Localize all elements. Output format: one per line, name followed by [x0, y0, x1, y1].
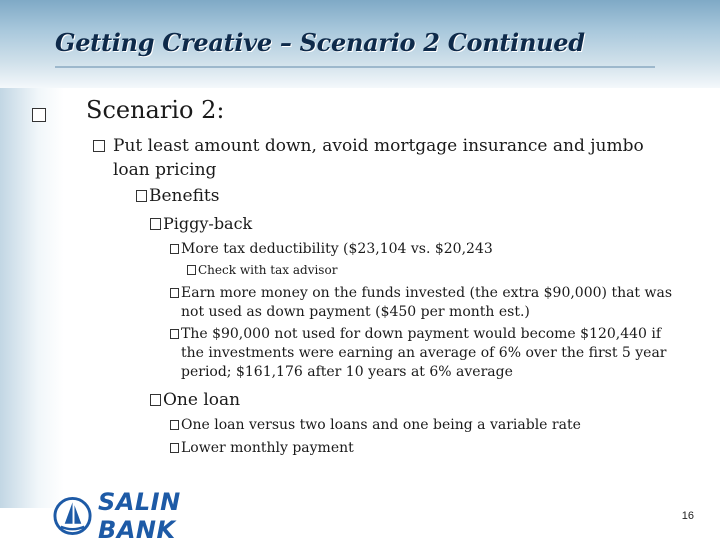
oneloan-heading — [150, 390, 240, 410]
list-item-continuation: not used as down payment ($450 per month est.) — [181, 304, 530, 320]
bullet-box-icon — [170, 420, 179, 430]
page-number: 16 — [681, 510, 694, 522]
piggyback-label: Piggy-back — [163, 214, 253, 233]
list-item-text: One loan versus two loans and one being a variable rate — [181, 417, 581, 433]
list-item-text: Earn more money on the funds invested (the extra $90,000) that was — [181, 285, 673, 301]
list-item — [170, 416, 680, 435]
bullet-box-icon — [187, 265, 196, 275]
sailboat-icon — [53, 496, 92, 536]
benefits-label: Benefits — [149, 186, 220, 206]
list-item — [170, 325, 680, 382]
bullet-box-icon — [170, 244, 179, 254]
list-item-continuation: period; $161,176 after 10 years at 6% average — [181, 364, 513, 380]
oneloan-label: One loan — [163, 390, 241, 410]
sub-list-item — [187, 263, 337, 277]
list-item-continuation: the investments were earning an average of 6% over the first 5 year — [181, 345, 667, 361]
sub-list-item-text: Check with tax advisor — [198, 263, 338, 277]
bullet-box-icon — [170, 329, 179, 339]
slide-title: Getting Creative – Scenario 2 Continued — [55, 28, 585, 57]
list-item — [170, 439, 680, 458]
bullet-box-icon — [93, 140, 105, 152]
bullet-box-icon — [150, 394, 161, 406]
list-item — [170, 284, 680, 322]
logo-text: SALIN BANK — [98, 488, 181, 544]
bullet-box-icon — [150, 218, 161, 230]
list-item-text: More tax deductibility ($23,104 vs. $20,243 — [181, 241, 493, 257]
title-divider — [55, 66, 655, 68]
benefits-heading — [136, 186, 219, 206]
scenario-heading: Scenario 2: — [86, 96, 225, 124]
scenario-description: Put least amount down, avoid mortgage insurance and jumbo loan pricing — [113, 136, 644, 180]
list-item — [170, 240, 680, 259]
bullet-box-icon — [32, 108, 46, 122]
piggyback-heading — [150, 214, 252, 233]
list-item-text: Lower monthly payment — [181, 440, 354, 456]
salin-bank-logo — [53, 488, 263, 544]
bullet-box-icon — [170, 443, 179, 453]
list-item-text: The $90,000 not used for down payment would become $120,440 if — [181, 326, 662, 342]
bullet-box-icon — [170, 288, 179, 298]
background-water — [0, 88, 64, 508]
bullet-box-icon — [136, 190, 147, 202]
